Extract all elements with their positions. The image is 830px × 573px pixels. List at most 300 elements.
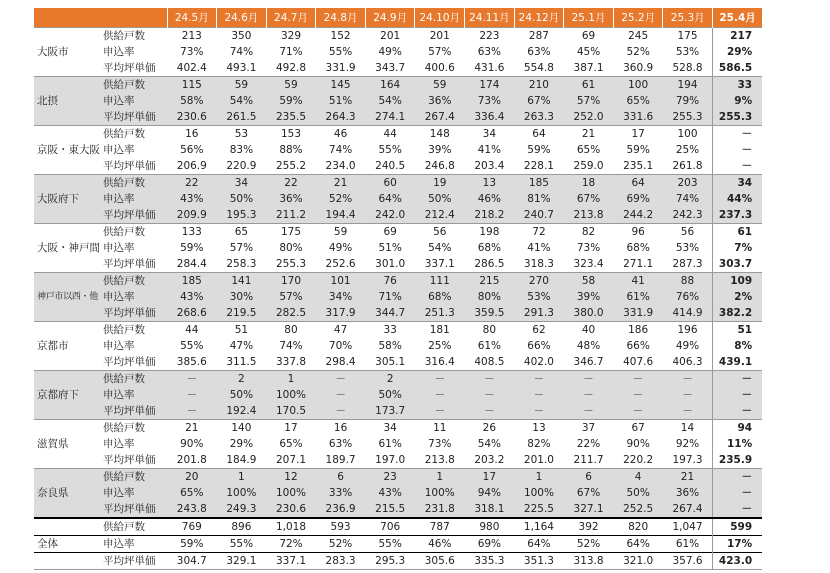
value-cell: 235.5	[266, 109, 316, 126]
region-label	[34, 109, 100, 126]
value-cell: 61%	[613, 289, 663, 305]
value-cell: 295.3	[365, 553, 415, 570]
value-cell: －	[465, 387, 515, 403]
value-cell: 351.3	[514, 553, 564, 570]
value-cell: 318.1	[465, 501, 515, 518]
value-cell: 33%	[316, 485, 366, 501]
value-cell: 18	[564, 175, 614, 192]
month-header: 25.3月	[663, 8, 713, 28]
value-cell: －	[713, 403, 763, 420]
value-cell: 431.6	[465, 60, 515, 77]
value-cell: －	[663, 387, 713, 403]
value-cell: 71%	[279, 46, 303, 58]
value-cell: －	[713, 501, 763, 518]
metric-label: 平均坪単価	[100, 403, 167, 420]
value-cell: 61	[564, 77, 614, 94]
value-cell: 189.7	[316, 452, 366, 469]
value-cell: 39%	[428, 144, 452, 156]
metric-label: 平均坪単価	[100, 60, 167, 77]
month-header: 24.11月	[465, 8, 515, 28]
value-cell: 599	[713, 518, 763, 536]
table-row	[34, 142, 762, 158]
value-cell: 271.1	[613, 256, 663, 273]
value-cell: 255.2	[266, 158, 316, 175]
region-label: 京阪・東大阪	[37, 144, 100, 156]
value-cell: 194	[663, 77, 713, 94]
value-cell: 235.9	[713, 452, 763, 469]
value-cell: 48%	[576, 340, 601, 352]
value-cell: 34	[713, 175, 763, 192]
value-cell: －	[514, 371, 564, 388]
table-row	[34, 387, 762, 403]
value-cell: 53%	[514, 289, 564, 305]
value-cell: 22%	[576, 438, 601, 450]
value-cell: 231.8	[415, 501, 465, 518]
value-cell: 252.0	[564, 109, 614, 126]
value-cell: 402.4	[167, 60, 217, 77]
value-cell: 47%	[229, 340, 254, 352]
region-label	[34, 518, 100, 536]
metric-label: 供給戸数	[100, 371, 167, 388]
metric-label: 申込率	[100, 387, 167, 403]
value-cell: 63%	[527, 46, 551, 58]
region-label	[34, 256, 100, 273]
value-cell: 255.3	[713, 109, 763, 126]
value-cell: 43%	[365, 485, 415, 501]
value-cell: 217	[713, 28, 763, 45]
value-cell: 228.1	[514, 158, 564, 175]
table-row	[34, 256, 762, 273]
value-cell: 59%	[180, 242, 204, 254]
value-cell: 55%	[217, 536, 267, 553]
table-row	[34, 191, 762, 207]
metric-label: 供給戸数	[100, 126, 167, 143]
value-cell: 185	[514, 175, 564, 192]
metric-label: 平均坪単価	[100, 452, 167, 469]
value-cell: 22	[167, 175, 217, 192]
value-cell: 66%	[626, 340, 650, 352]
value-cell: 46%	[465, 191, 515, 207]
value-cell: 287.3	[663, 256, 713, 273]
value-cell: 211.7	[564, 452, 614, 469]
value-cell: 58%	[378, 340, 402, 352]
value-cell: 52%	[316, 191, 366, 207]
value-cell: 50%	[613, 485, 663, 501]
table-row	[34, 501, 762, 518]
region-label: 全体	[34, 536, 100, 553]
value-cell: 140	[217, 420, 267, 437]
value-cell: 60	[365, 175, 415, 192]
value-cell: －	[713, 387, 763, 403]
value-cell: 76%	[663, 289, 713, 305]
value-cell: 203.2	[465, 452, 515, 469]
month-header: 25.2月	[613, 8, 663, 28]
value-cell: 36%	[415, 93, 465, 109]
value-cell: 337.8	[266, 354, 316, 371]
value-cell: 210	[514, 77, 564, 94]
value-cell: 55%	[365, 536, 415, 553]
value-cell: 12	[266, 469, 316, 486]
table-row	[34, 436, 762, 452]
table-row	[34, 536, 762, 553]
table-row	[34, 338, 762, 354]
value-cell: 329.1	[217, 553, 267, 570]
value-cell: 81%	[514, 191, 564, 207]
value-cell: 46	[316, 126, 366, 143]
value-cell: 68%	[477, 242, 502, 254]
value-cell: 34	[217, 175, 267, 192]
month-header: 24.9月	[365, 8, 415, 28]
value-cell: 33	[365, 322, 415, 339]
value-cell: 73%	[465, 93, 515, 109]
region-label	[34, 175, 100, 192]
value-cell: 59	[217, 77, 267, 94]
value-cell: 53%	[675, 242, 700, 254]
value-cell: 74%	[328, 144, 353, 156]
value-cell: 184.9	[217, 452, 267, 469]
metric-label: 申込率	[100, 289, 167, 305]
value-cell: 59	[266, 77, 316, 94]
value-cell: －	[316, 371, 366, 388]
value-cell: 769	[167, 518, 217, 536]
value-cell: 54%	[477, 438, 502, 450]
value-cell: 1	[514, 469, 564, 486]
value-cell: 1	[217, 469, 267, 486]
value-cell: 153	[266, 126, 316, 143]
value-cell: －	[564, 403, 614, 420]
table-row	[34, 469, 762, 486]
region-label: 大阪市	[37, 46, 69, 58]
value-cell: 50%	[217, 387, 267, 403]
value-cell: 68%	[626, 242, 650, 254]
value-cell: 8%	[713, 338, 763, 354]
value-cell: 9%	[713, 93, 763, 109]
value-cell: 90%	[180, 438, 204, 450]
value-cell: 69	[564, 28, 614, 45]
value-cell: 173.7	[365, 403, 415, 420]
value-cell: 242.3	[663, 207, 713, 224]
value-cell: 554.8	[514, 60, 564, 77]
value-cell: 17	[465, 469, 515, 486]
value-cell: 237.3	[713, 207, 763, 224]
value-cell: 21	[316, 175, 366, 192]
table-row	[34, 553, 762, 570]
value-cell: 2	[217, 371, 267, 388]
value-cell: 201	[365, 28, 415, 45]
value-cell: 100%	[514, 485, 564, 501]
value-cell: 51%	[316, 93, 366, 109]
metric-label: 供給戸数	[100, 273, 167, 290]
table-row	[34, 403, 762, 420]
value-cell: 29%	[713, 44, 763, 60]
metric-label: 平均坪単価	[100, 256, 167, 273]
value-cell: 44	[167, 322, 217, 339]
value-cell: 66%	[527, 340, 551, 352]
value-cell: 88%	[279, 144, 303, 156]
metric-label: 申込率	[103, 46, 135, 58]
value-cell: 56	[415, 224, 465, 241]
value-cell: 96	[613, 224, 663, 241]
value-cell: 175	[663, 28, 713, 45]
value-cell: 318.3	[514, 256, 564, 273]
value-cell: 21	[663, 469, 713, 486]
value-cell: 387.1	[564, 60, 614, 77]
value-cell: 1	[266, 371, 316, 388]
metric-label: 申込率	[103, 144, 135, 156]
value-cell: 331.9	[316, 60, 366, 77]
value-cell: －	[316, 403, 366, 420]
value-cell: 203.4	[465, 158, 515, 175]
value-cell: 175	[266, 224, 316, 241]
value-cell: 62	[514, 322, 564, 339]
region-label	[34, 420, 100, 437]
value-cell: 209.9	[167, 207, 217, 224]
value-cell: 263.3	[514, 109, 564, 126]
value-cell: 1,164	[514, 518, 564, 536]
metric-label: 申込率	[100, 485, 167, 501]
value-cell: 74%	[279, 340, 303, 352]
value-cell: 196	[663, 322, 713, 339]
table-row	[34, 518, 762, 536]
value-cell: 50%	[415, 191, 465, 207]
value-cell: 52%	[316, 536, 366, 553]
value-cell: 304.7	[167, 553, 217, 570]
value-cell: 69%	[465, 536, 515, 553]
value-cell: 337.1	[415, 256, 465, 273]
region-label: 大阪・神戸間	[37, 242, 100, 254]
value-cell: 261.5	[217, 109, 267, 126]
value-cell: 65%	[167, 485, 217, 501]
value-cell: 68%	[415, 289, 465, 305]
value-cell: 53	[217, 126, 267, 143]
table-row	[34, 371, 762, 388]
value-cell: 298.4	[316, 354, 366, 371]
metric-label: 供給戸数	[100, 175, 167, 192]
value-cell: 192.4	[217, 403, 267, 420]
value-cell: 13	[465, 175, 515, 192]
value-cell: 385.6	[167, 354, 217, 371]
value-cell: 439.1	[713, 354, 763, 371]
value-cell: 359.5	[465, 305, 515, 322]
value-cell: 317.9	[316, 305, 366, 322]
value-cell: －	[663, 403, 713, 420]
value-cell: 59%	[167, 536, 217, 553]
value-cell: －	[713, 158, 763, 175]
table-body	[34, 28, 762, 570]
value-cell: 45%	[576, 46, 601, 58]
value-cell: 492.8	[266, 60, 316, 77]
value-cell: 236.9	[316, 501, 366, 518]
metric-label: 供給戸数	[100, 28, 167, 45]
value-cell: －	[564, 371, 614, 388]
value-cell: 58%	[167, 93, 217, 109]
value-cell: 59%	[626, 144, 650, 156]
value-cell: 305.1	[365, 354, 415, 371]
value-cell: 185	[167, 273, 217, 290]
value-cell: 267.4	[415, 109, 465, 126]
region-label	[34, 469, 100, 486]
value-cell: 170	[266, 273, 316, 290]
value-cell: 335.3	[465, 553, 515, 570]
value-cell: 402.0	[514, 354, 564, 371]
metric-label: 申込率	[103, 438, 135, 450]
metric-label: 供給戸数	[100, 420, 167, 437]
value-cell: 344.7	[365, 305, 415, 322]
table-row	[34, 109, 762, 126]
value-cell: 19	[415, 175, 465, 192]
value-cell: －	[415, 387, 465, 403]
table-row	[34, 273, 762, 290]
value-cell: 26	[465, 420, 515, 437]
value-cell: 67	[613, 420, 663, 437]
value-cell: －	[167, 403, 217, 420]
value-cell: 787	[415, 518, 465, 536]
value-cell: 34	[465, 126, 515, 143]
value-cell: 311.5	[217, 354, 267, 371]
value-cell: 65%	[613, 93, 663, 109]
value-cell: 34	[365, 420, 415, 437]
value-cell: 36%	[663, 485, 713, 501]
value-cell: 52%	[626, 46, 650, 58]
metric-label: 平均坪単価	[100, 207, 167, 224]
value-cell: 406.3	[663, 354, 713, 371]
value-cell: 207.1	[266, 452, 316, 469]
value-cell: 69%	[613, 191, 663, 207]
value-cell: 59%	[266, 93, 316, 109]
value-cell: 25%	[675, 144, 700, 156]
value-cell: 252.6	[316, 256, 366, 273]
value-cell: 243.8	[167, 501, 217, 518]
value-cell: 331.9	[613, 305, 663, 322]
value-cell: 201	[415, 28, 465, 45]
value-cell: 57%	[564, 93, 614, 109]
value-cell: －	[316, 387, 366, 403]
value-cell: 83%	[229, 144, 254, 156]
table-row	[34, 77, 762, 94]
table-row	[34, 420, 762, 437]
value-cell: 64	[613, 175, 663, 192]
value-cell: 201.8	[167, 452, 217, 469]
value-cell: －	[514, 387, 564, 403]
value-cell: 64%	[365, 191, 415, 207]
value-cell: 79%	[663, 93, 713, 109]
value-cell: 47	[316, 322, 366, 339]
table-row	[34, 60, 762, 77]
value-cell: －	[663, 371, 713, 388]
value-cell: 61%	[378, 438, 402, 450]
value-cell: －	[167, 387, 217, 403]
value-cell: －	[613, 403, 663, 420]
value-cell: －	[713, 371, 763, 388]
value-cell: 49%	[675, 340, 700, 352]
value-cell: 360.9	[613, 60, 663, 77]
value-cell: 220.9	[217, 158, 267, 175]
region-label	[34, 60, 100, 77]
value-cell: 58	[564, 273, 614, 290]
value-cell: 252.5	[613, 501, 663, 518]
value-cell: 197.3	[663, 452, 713, 469]
value-cell: 59	[415, 77, 465, 94]
value-cell: 392	[564, 518, 614, 536]
value-cell: 6	[316, 469, 366, 486]
value-cell: 11	[415, 420, 465, 437]
table-row	[34, 158, 762, 175]
metric-label: 平均坪単価	[100, 109, 167, 126]
value-cell: 50%	[365, 387, 415, 403]
value-cell: 291.3	[514, 305, 564, 322]
value-cell: 493.1	[217, 60, 267, 77]
value-cell: 321.0	[613, 553, 663, 570]
value-cell: 148	[415, 126, 465, 143]
value-cell: 17	[266, 420, 316, 437]
market-data-table	[34, 8, 762, 570]
value-cell: 69	[365, 224, 415, 241]
value-cell: 43%	[167, 191, 217, 207]
value-cell: 61	[713, 224, 763, 241]
value-cell: 52%	[564, 536, 614, 553]
value-cell: －	[713, 142, 763, 158]
value-cell: 39%	[564, 289, 614, 305]
value-cell: 64%	[613, 536, 663, 553]
value-cell: 323.4	[564, 256, 614, 273]
value-cell: 56%	[180, 144, 204, 156]
value-cell: 258.3	[217, 256, 267, 273]
value-cell: 100%	[266, 387, 316, 403]
value-cell: 115	[167, 77, 217, 94]
value-cell: 244.2	[613, 207, 663, 224]
value-cell: 49%	[328, 242, 353, 254]
value-cell: 72	[514, 224, 564, 241]
value-cell: 261.8	[663, 158, 713, 175]
value-cell: 255.3	[266, 256, 316, 273]
region-label	[34, 224, 100, 241]
value-cell: 82	[564, 224, 614, 241]
value-cell: 145	[316, 77, 366, 94]
value-cell: 212.4	[415, 207, 465, 224]
value-cell: 343.7	[365, 60, 415, 77]
metric-label: 平均坪単価	[100, 158, 167, 175]
metric-label: 平均坪単価	[100, 501, 167, 518]
value-cell: 17	[613, 126, 663, 143]
value-cell: 268.6	[167, 305, 217, 322]
month-header: 24.10月	[415, 8, 465, 28]
value-cell: 303.7	[713, 256, 763, 273]
value-cell: －	[564, 387, 614, 403]
value-cell: 219.5	[217, 305, 267, 322]
metric-label: 供給戸数	[100, 224, 167, 241]
value-cell: 230.6	[167, 109, 217, 126]
value-cell: 61%	[477, 340, 502, 352]
value-cell: 16	[316, 420, 366, 437]
value-cell: 55%	[328, 46, 353, 58]
header-blank-metric	[100, 8, 167, 28]
value-cell: 305.6	[415, 553, 465, 570]
value-cell: 80%	[465, 289, 515, 305]
metric-label: 平均坪単価	[100, 305, 167, 322]
value-cell: 251.3	[415, 305, 465, 322]
value-cell: 55%	[180, 340, 204, 352]
region-label	[34, 77, 100, 94]
value-cell: 100%	[217, 485, 267, 501]
value-cell: 2	[365, 371, 415, 388]
value-cell: 980	[465, 518, 515, 536]
value-cell: 1,018	[266, 518, 316, 536]
value-cell: 133	[167, 224, 217, 241]
value-cell: 41%	[477, 144, 502, 156]
value-cell: 283.3	[316, 553, 366, 570]
value-cell: 235.1	[613, 158, 663, 175]
value-cell: 4	[613, 469, 663, 486]
